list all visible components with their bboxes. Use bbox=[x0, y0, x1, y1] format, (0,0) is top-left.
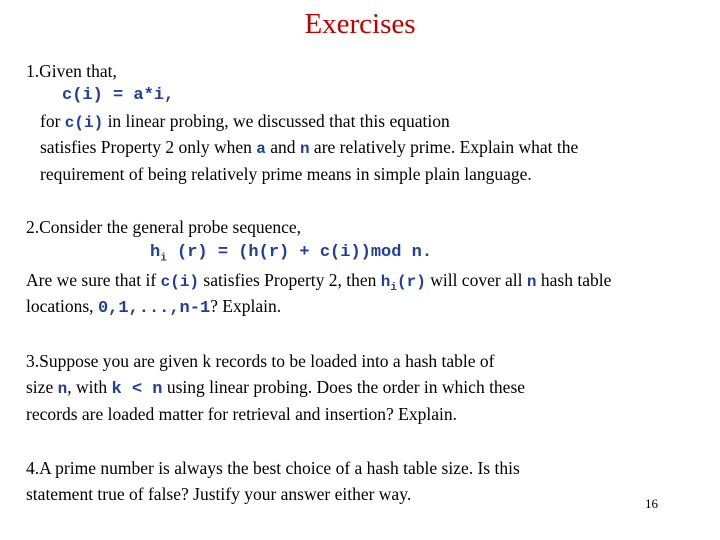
code-n: n bbox=[299, 140, 310, 158]
code-n: n bbox=[57, 380, 68, 398]
code-locations: 0,1,...,n-1 bbox=[97, 299, 211, 318]
slide-title: Exercises bbox=[304, 8, 416, 40]
exercise-2-equation: $h_i$ (r) = (h(r) + c(i))mod n. bbox=[150, 243, 433, 265]
exercise-1-line-1: 1.Given that, bbox=[26, 61, 117, 81]
exercise-1-line-4: satisfies Property 2 only when a and n are relatively prime. Explain what the bbox=[40, 137, 579, 158]
exercise-2-line-4: locations, 0,1,...,n-1? Explain. bbox=[26, 296, 282, 318]
code-c-i: c(i) bbox=[64, 114, 104, 132]
code-n: n bbox=[526, 273, 537, 291]
exercise-3-line-3: records are loaded matter for retrieval and insertion? Explain. bbox=[26, 404, 457, 424]
code-hi-r: $h_i(r)$ bbox=[380, 273, 426, 295]
page-number: 16 bbox=[645, 496, 658, 511]
exercise-3-line-1: 3.Suppose you are given k records to be loaded into a hash table of bbox=[26, 351, 495, 371]
exercise-1-line-3: for c(i) in linear probing, we discussed that this equation bbox=[40, 111, 450, 132]
exercise-2-line-3: Are we sure that if c(i) satisfies Property 2, then $h_i(r)$ will cover all n hash table bbox=[26, 270, 612, 295]
exercise-2-line-1: 2.Consider the general probe sequence, bbox=[26, 217, 302, 237]
exercise-4-line-2: statement true of false? Justify your answer either way. bbox=[26, 484, 412, 504]
exercise-3-line-2: size n, with k < n using linear probing. Does the order in which these bbox=[26, 377, 526, 399]
code-k-lt-n: k < n bbox=[111, 380, 163, 399]
code-a: a bbox=[256, 140, 266, 158]
exercise-1-equation: c(i) = a*i, bbox=[62, 86, 175, 105]
exercise-4-line-1: 4.A prime number is always the best choice of a hash table size. Is this bbox=[26, 458, 520, 478]
exercise-1-line-5: requirement of being relatively prime means in simple plain language. bbox=[40, 164, 532, 184]
code-c-i: c(i) bbox=[160, 273, 200, 291]
